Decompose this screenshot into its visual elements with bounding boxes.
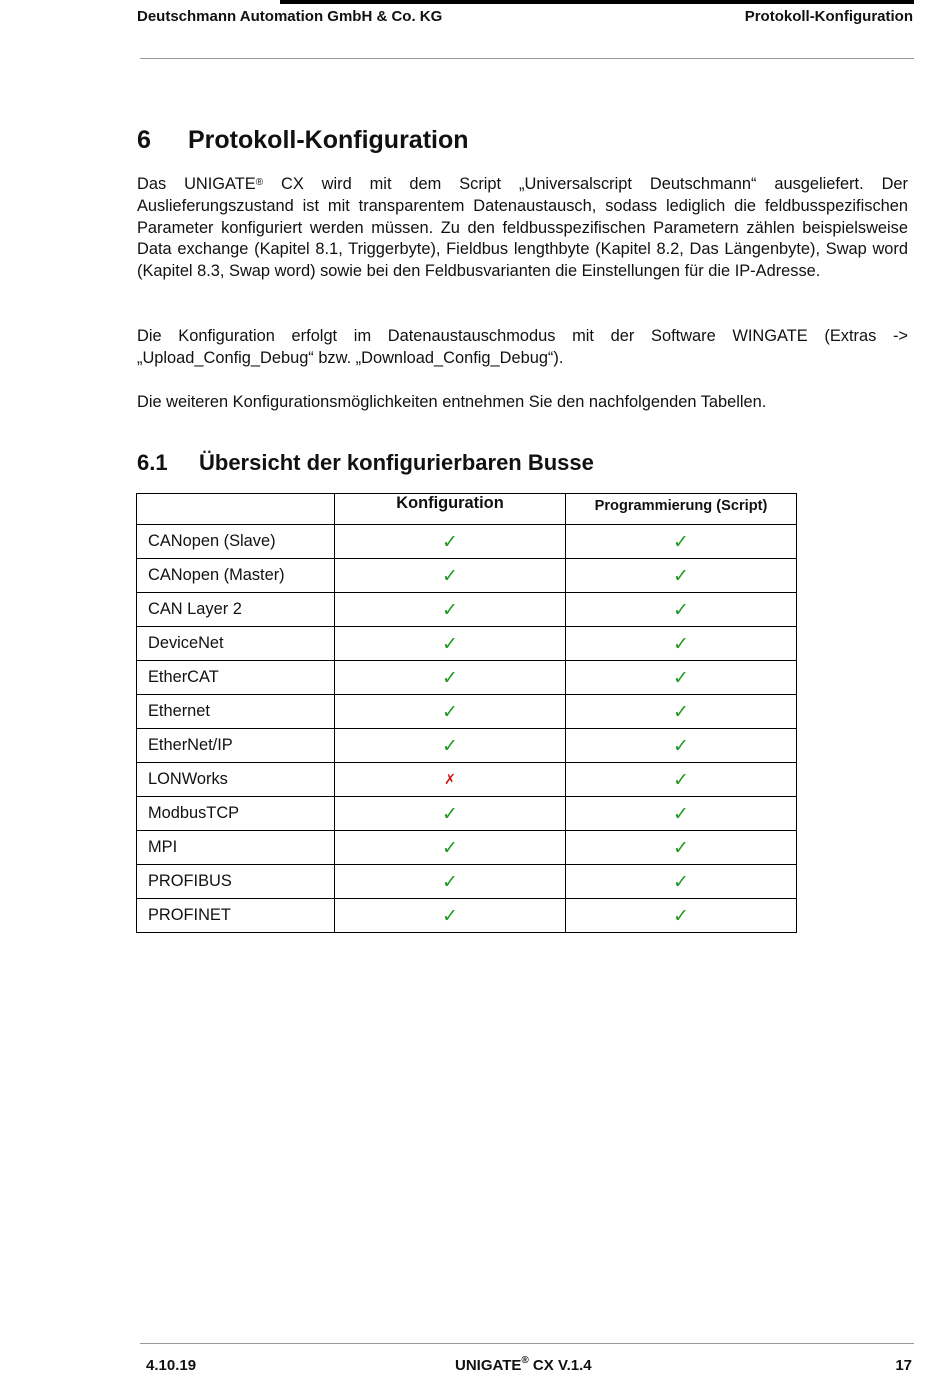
- configuration-cell: [335, 797, 566, 831]
- bus-name-cell: PROFIBUS: [137, 865, 335, 899]
- bus-name-cell: EtherCAT: [137, 661, 335, 695]
- configuration-cell: [335, 627, 566, 661]
- section-title: Protokoll-Konfiguration: [188, 126, 469, 154]
- intro-text-start: Das UNIGATE: [137, 175, 256, 193]
- bus-name-cell: DeviceNet: [137, 627, 335, 661]
- configuration-cell: [335, 559, 566, 593]
- bus-name-cell: ModbusTCP: [137, 797, 335, 831]
- checkmark-icon: ✓: [673, 632, 689, 655]
- bus-name-cell: MPI: [137, 831, 335, 865]
- footer-product: [455, 1357, 592, 1374]
- checkmark-icon: ✓: [673, 904, 689, 927]
- checkmark-icon: ✓: [673, 530, 689, 553]
- configuration-paragraph: Die Konfiguration erfolgt im Datenaustauschmodus mit der Software WINGATE (Extras -> „Upload_Config_Debug“ bzw. „Download_Config_Debug“).: [137, 327, 908, 367]
- section-number: 6: [137, 126, 151, 154]
- programming-cell: [566, 831, 797, 865]
- registered-mark: ®: [255, 177, 264, 188]
- footer-divider: [140, 1343, 914, 1344]
- checkmark-icon: ✓: [673, 870, 689, 893]
- checkmark-icon: ✓: [673, 598, 689, 621]
- table-row: [137, 593, 797, 627]
- subsection-title: Übersicht der konfigurierbaren Busse: [199, 450, 594, 475]
- programming-cell: [566, 593, 797, 627]
- table-row: [137, 661, 797, 695]
- checkmark-icon: ✓: [673, 836, 689, 859]
- programming-cell: [566, 763, 797, 797]
- checkmark-icon: ✓: [442, 802, 458, 825]
- checkmark-icon: ✓: [673, 734, 689, 757]
- table-row: [137, 865, 797, 899]
- table-row: [137, 525, 797, 559]
- table-row: [137, 797, 797, 831]
- configuration-cell: [335, 729, 566, 763]
- configuration-cell: [335, 763, 566, 797]
- subsection-number: 6.1: [137, 450, 168, 475]
- checkmark-icon: ✓: [442, 564, 458, 587]
- configuration-cell: [335, 525, 566, 559]
- bus-name-cell: LONWorks: [137, 763, 335, 797]
- header-section: Protokoll-Konfiguration: [744, 8, 913, 25]
- checkmark-icon: ✓: [673, 666, 689, 689]
- table-row: [137, 831, 797, 865]
- bus-name-cell: EtherNet/IP: [137, 729, 335, 763]
- further-options-paragraph: Die weiteren Konfigurationsmöglichkeiten entnehmen Sie den nachfolgenden Tabellen.: [137, 393, 767, 411]
- configuration-cell: [335, 899, 566, 933]
- table-header-empty: [137, 494, 335, 525]
- footer-page-number: 17: [895, 1357, 912, 1374]
- programming-cell: [566, 661, 797, 695]
- configuration-cell: [335, 695, 566, 729]
- checkmark-icon: ✓: [442, 904, 458, 927]
- bus-name-cell: PROFINET: [137, 899, 335, 933]
- intro-paragraph: [137, 174, 908, 283]
- checkmark-icon: ✓: [442, 530, 458, 553]
- checkmark-icon: ✓: [673, 564, 689, 587]
- bus-name-cell: Ethernet: [137, 695, 335, 729]
- checkmark-icon: ✓: [442, 870, 458, 893]
- cross-icon: ✗: [444, 772, 456, 788]
- checkmark-icon: ✓: [442, 836, 458, 859]
- programming-cell: [566, 899, 797, 933]
- programming-cell: [566, 729, 797, 763]
- table-row: [137, 627, 797, 661]
- footer-product-name: UNIGATE: [455, 1357, 522, 1374]
- section-heading: [137, 126, 469, 155]
- table-row: [137, 559, 797, 593]
- configuration-cell: [335, 593, 566, 627]
- table-header-row: [137, 494, 797, 525]
- checkmark-icon: ✓: [442, 666, 458, 689]
- configuration-cell: [335, 661, 566, 695]
- footer-product-version: CX V.1.4: [528, 1357, 592, 1374]
- programming-cell: [566, 865, 797, 899]
- bus-name-cell: CANopen (Slave): [137, 525, 335, 559]
- checkmark-icon: ✓: [442, 734, 458, 757]
- header-company: Deutschmann Automation GmbH & Co. KG: [137, 8, 443, 25]
- intro-text-rest: CX wird mit dem Script „Universalscript Deutschmann“ ausgeliefert. Der Auslieferungszustand ist mit transparentem Datenaustausch, sodass lediglich die feldbusspezifischen Parameter konfiguriert werden müssen. Zu den feldbusspezifischen Parametern zählen beispielsweise Data exchange (Kapitel 8.1, Triggerbyte), Fieldbus lengthbyte (Kapitel 8.2, Das Längenbyte), Swap word (Kapitel 8.3, Swap word) sowie bei den Feldbusvarianten die Einstellungen für die IP-Adresse.: [137, 175, 908, 281]
- checkmark-icon: ✓: [442, 632, 458, 655]
- header-rule-bar: [280, 0, 914, 4]
- programming-cell: [566, 797, 797, 831]
- subsection-heading: [137, 450, 594, 476]
- programming-cell: [566, 559, 797, 593]
- checkmark-icon: ✓: [673, 802, 689, 825]
- table-row: [137, 763, 797, 797]
- table-body: [137, 525, 797, 933]
- configuration-cell: [335, 865, 566, 899]
- checkmark-icon: ✓: [673, 768, 689, 791]
- table-row: [137, 729, 797, 763]
- header-divider: [140, 58, 914, 59]
- programming-cell: [566, 525, 797, 559]
- table-row: [137, 695, 797, 729]
- footer-date: 4.10.19: [146, 1357, 197, 1374]
- programming-cell: [566, 695, 797, 729]
- footer-registered-mark: ®: [521, 1355, 529, 1366]
- configuration-cell: [335, 831, 566, 865]
- checkmark-icon: ✓: [442, 598, 458, 621]
- table-header-programming: Programmierung (Script): [566, 494, 797, 525]
- table-row: [137, 899, 797, 933]
- table-header-configuration: Konfiguration: [335, 494, 566, 525]
- checkmark-icon: ✓: [442, 700, 458, 723]
- bus-name-cell: CANopen (Master): [137, 559, 335, 593]
- bus-overview-table: [136, 493, 797, 933]
- checkmark-icon: ✓: [673, 700, 689, 723]
- programming-cell: [566, 627, 797, 661]
- bus-name-cell: CAN Layer 2: [137, 593, 335, 627]
